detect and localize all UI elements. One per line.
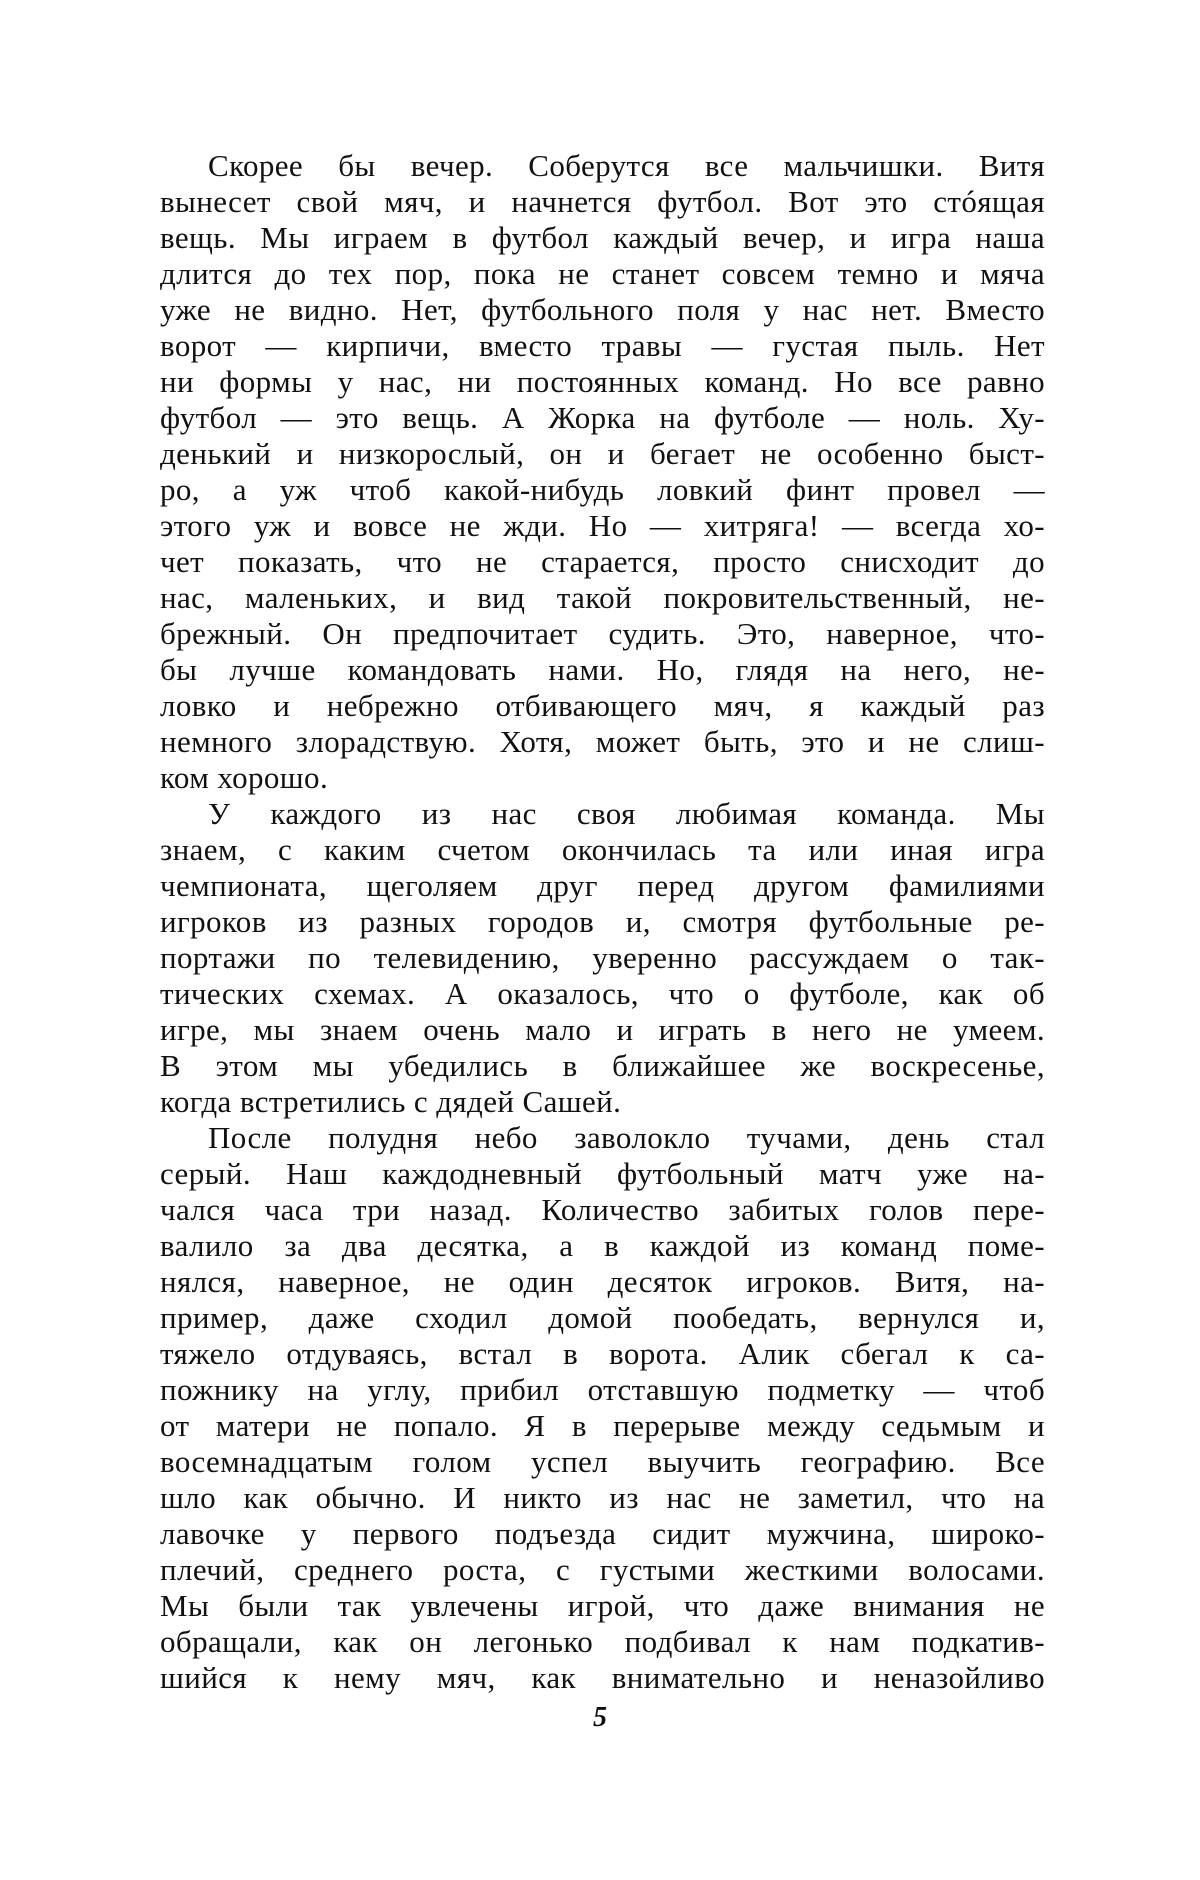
text-line: Скорее бы вечер. Соберутся все мальчишки. Витя: [208, 148, 1045, 183]
text-line: У каждого из нас своя любимая команда. Мы: [208, 796, 1045, 831]
text-line: портажи по телевидению, уверенно рассуждаем о так-: [160, 940, 1045, 975]
text-line: валило за два десятка, а в каждой из команд поме-: [160, 1228, 1045, 1263]
text-line: знаем, с каким счетом окончилась та или иная игра: [160, 832, 1045, 867]
text-line: ловко и небрежно отбивающего мяч, я каждый раз: [160, 688, 1045, 723]
text-line: нас, маленьких, и вид такой покровительственный, не-: [160, 580, 1045, 615]
text-line: ком хорошо.: [160, 760, 329, 795]
text-line: вынесет свой мяч, и начнется футбол. Вот это стóящая: [160, 184, 1045, 219]
text-line: бы лучше командовать нами. Но, глядя на него, не-: [160, 652, 1045, 687]
paragraph-2: [160, 796, 1045, 1120]
text-line: плечий, среднего роста, с густыми жесткими волосами.: [160, 1552, 1045, 1587]
text-line: чался часа три назад. Количество забитых голов пере-: [160, 1192, 1045, 1227]
text-line: шло как обычно. И никто из нас не заметил, что на: [160, 1480, 1045, 1515]
text-line: пожнику на углу, прибил отставшую подметку — чтоб: [160, 1372, 1045, 1407]
text-line: ни формы у нас, ни постоянных команд. Но все равно: [160, 364, 1045, 399]
text-line: немного злорадствую. Хотя, может быть, это и не слиш-: [160, 724, 1045, 759]
text-line: вещь. Мы играем в футбол каждый вечер, и игра наша: [160, 220, 1045, 255]
text-line: от матери не попало. Я в перерыве между седьмым и: [160, 1408, 1045, 1443]
text-line: ворот — кирпичи, вместо травы — густая пыль. Нет: [160, 328, 1045, 363]
text-line: Мы были так увлечены игрой, что даже внимания не: [160, 1588, 1045, 1623]
text-line: тяжело отдуваясь, встал в ворота. Алик сбегал к са-: [160, 1336, 1045, 1371]
text-line: нялся, наверное, не один десяток игроков. Витя, на-: [160, 1264, 1045, 1299]
text-line: лавочке у первого подъезда сидит мужчина, широко-: [160, 1516, 1045, 1551]
body-text: [160, 148, 1045, 1696]
text-line: денький и низкорослый, он и бегает не особенно быст-: [160, 436, 1045, 471]
text-line: этого уж и вовсе не жди. Но — хитряга! — всегда хо-: [160, 508, 1045, 543]
text-line: пример, даже сходил домой пообедать, вернулся и,: [160, 1300, 1045, 1335]
text-line: игре, мы знаем очень мало и играть в него не умеем.: [160, 1012, 1045, 1047]
text-line: чемпионата, щеголяем друг перед другом фамилиями: [160, 868, 1045, 903]
paragraph-1: [160, 148, 1045, 796]
text-line: После полудня небо заволокло тучами, день стал: [208, 1120, 1045, 1155]
text-line: футбол — это вещь. А Жорка на футболе — ноль. Ху-: [160, 400, 1045, 435]
text-line: брежный. Он предпочитает судить. Это, наверное, что-: [160, 616, 1045, 651]
text-line: тических схемах. А оказалось, что о футболе, как об: [160, 976, 1045, 1011]
text-line: длится до тех пор, пока не станет совсем темно и мяча: [160, 256, 1045, 291]
text-line: шийся к нему мяч, как внимательно и неназойливо: [160, 1660, 1045, 1695]
text-line: обращали, как он легонько подбивал к нам подкатив-: [160, 1624, 1045, 1659]
paragraph-3: [160, 1120, 1045, 1696]
text-line: уже не видно. Нет, футбольного поля у нас нет. Вместо: [160, 292, 1045, 327]
text-line: восемнадцатым голом успел выучить географию. Все: [160, 1444, 1045, 1479]
text-line: чет показать, что не старается, просто снисходит до: [160, 544, 1045, 579]
text-line: игроков из разных городов и, смотря футбольные ре-: [160, 904, 1045, 939]
text-line: серый. Наш каждодневный футбольный матч уже на-: [160, 1156, 1045, 1191]
page-number: 5: [593, 1702, 607, 1733]
text-line: В этом мы убедились в ближайшее же воскресенье,: [160, 1048, 1045, 1083]
text-line: когда встретились с дядей Сашей.: [160, 1084, 622, 1119]
text-line: ро, а уж чтоб какой-нибудь ловкий финт провел —: [160, 472, 1045, 507]
